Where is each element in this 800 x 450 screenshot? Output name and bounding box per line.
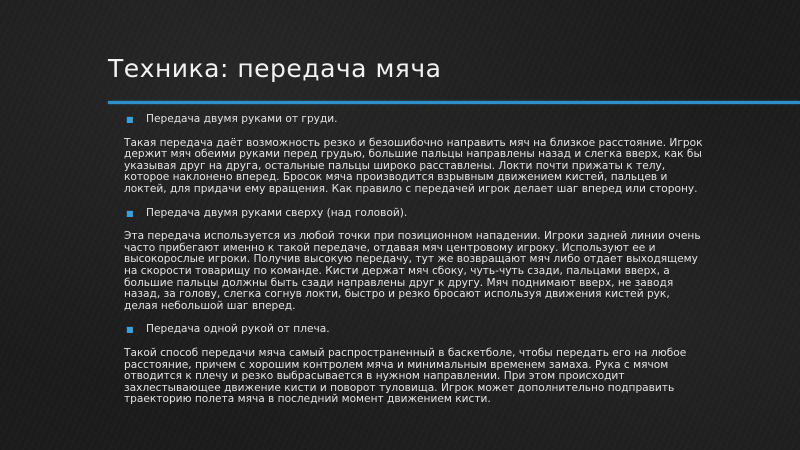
bullet-label: Передача одной рукой от плеча. — [146, 323, 330, 336]
square-bullet-icon: ■ — [126, 115, 134, 124]
square-bullet-icon: ■ — [126, 325, 134, 335]
slide-title: Техника: передача мяча — [108, 54, 442, 83]
paragraph-overhead-pass: Эта передача используется из любой точки при позиционном нападении. Игроки задней линии очень часто прибегают именно к такой передаче, отдавая мяч центровому игроку. Используют ее и высокорослые игроки. Получив высокую передачу, тут же возвращают мяч либо отдает выходящему на скорости товарищу по команде. Кисти держат мяч сбоку, чуть-чуть сзади, пальцами вверх, а большие пальцы должны быть сзади направлены друг к другу. Мяч поднимают вверх, не заводя назад, за голову, слегка согнув локти, быстро и резко бросают используя движения кистей рук, делая небольшой шаг вперед. — [124, 230, 701, 312]
bullet-chest-pass — [124, 114, 706, 126]
bullet-label: Передача двумя руками сверху (над головой). — [146, 206, 408, 219]
bullet-label: Передача двумя руками от груди. — [146, 113, 338, 125]
paragraph-chest-pass: Такая передача даёт возможность резко и безошибочно направить мяч на близкое расстояние. Игрок держит мяч обеими руками перед грудью, большие пальцы направлены назад и слегка вверх, как бы указывая друг на друга, остальные пальцы широко расставлены. Локти почти прижаты к телу, которое наклонено вперед. Бросок мяча производится взрывным движением кистей, пальцев и локтей, для придачи ему вращения. Как правило с передачей игрок делает шаг вперед или сторону. — [124, 136, 703, 195]
square-bullet-icon: ■ — [126, 208, 134, 218]
bullet-shoulder-pass — [124, 324, 706, 336]
paragraph-shoulder-pass: Такой способ передачи мяча самый распространенный в баскетболе, чтобы передать его на любое расстояние, причем с хорошим контролем мяча и минимальным временем замаха. Рука с мячом отводится к плечу и резко выбрасывается в нужном направлении. При этом происходит захлестывающее движение кисти и поворот туловища. Игрок может дополнительно подправить траекторию полета мяча в последний момент движением кисти. — [124, 346, 687, 406]
title-underline — [108, 101, 800, 104]
bullet-overhead-pass — [124, 208, 706, 220]
slide-content — [124, 114, 706, 406]
